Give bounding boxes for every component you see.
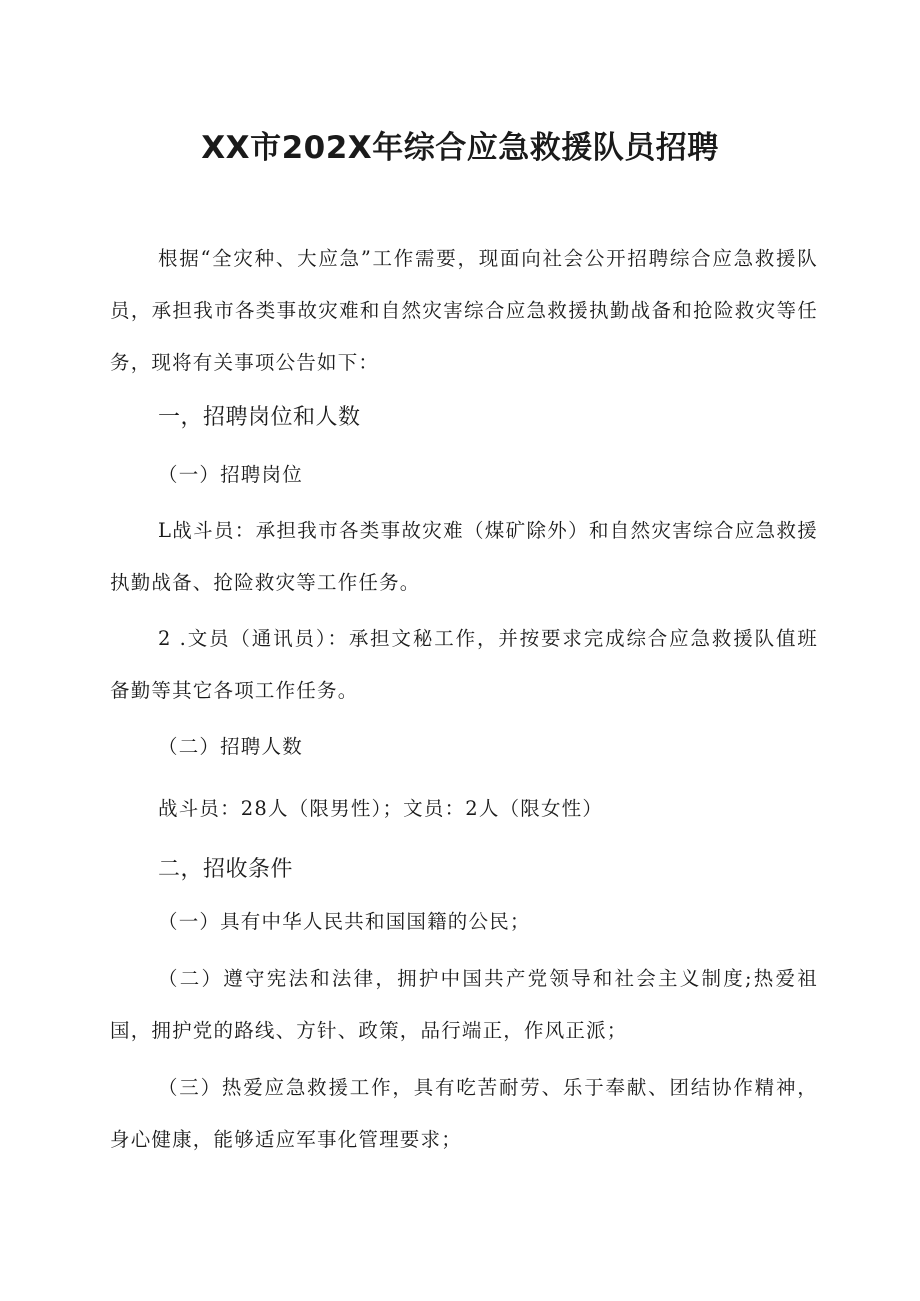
position-item-2: 2 .文员（通讯员）：承担文秘工作，并按要求完成综合应急救援队值班备勤等其它各项工作任务。	[110, 627, 818, 702]
position-item-1: L战斗员：承担我市各类事故灾难（煤矿除外）和自然灾害综合应急救援执勤战备、抢险救灾等工作任务。	[110, 519, 818, 594]
section-1-heading: 一，招聘岗位和人数	[158, 405, 361, 430]
condition-1: （一）具有中华人民共和国国籍的公民；	[158, 910, 531, 933]
headcount-line: 战斗员：28人（限男性）；文员：2人（限女性）	[158, 797, 604, 820]
document-title: XX市202X年综合应急救援队员招聘	[201, 130, 719, 166]
intro-paragraph: 根据“全灾种、大应急”工作需要，现面向社会公开招聘综合应急救援队员，承担我市各类事故灾难和自然灾害综合应急救援执勤战备和抢险救灾等任务，现将有关事项公告如下：	[110, 247, 818, 374]
subsection-2-heading: （二）招聘人数	[158, 735, 303, 758]
section-2-heading: 二，招收条件	[158, 857, 294, 882]
subsection-1-heading: （一）招聘岗位	[158, 463, 303, 486]
condition-3: （三）热爱应急救援工作，具有吃苦耐劳、乐于奉献、团结协作精神，身心健康，能够适应军事化管理要求；	[110, 1076, 818, 1151]
condition-2: （二）遵守宪法和法律，拥护中国共产党领导和社会主义制度;热爱祖国，拥护党的路线、方针、政策，品行端正，作风正派；	[110, 967, 818, 1042]
